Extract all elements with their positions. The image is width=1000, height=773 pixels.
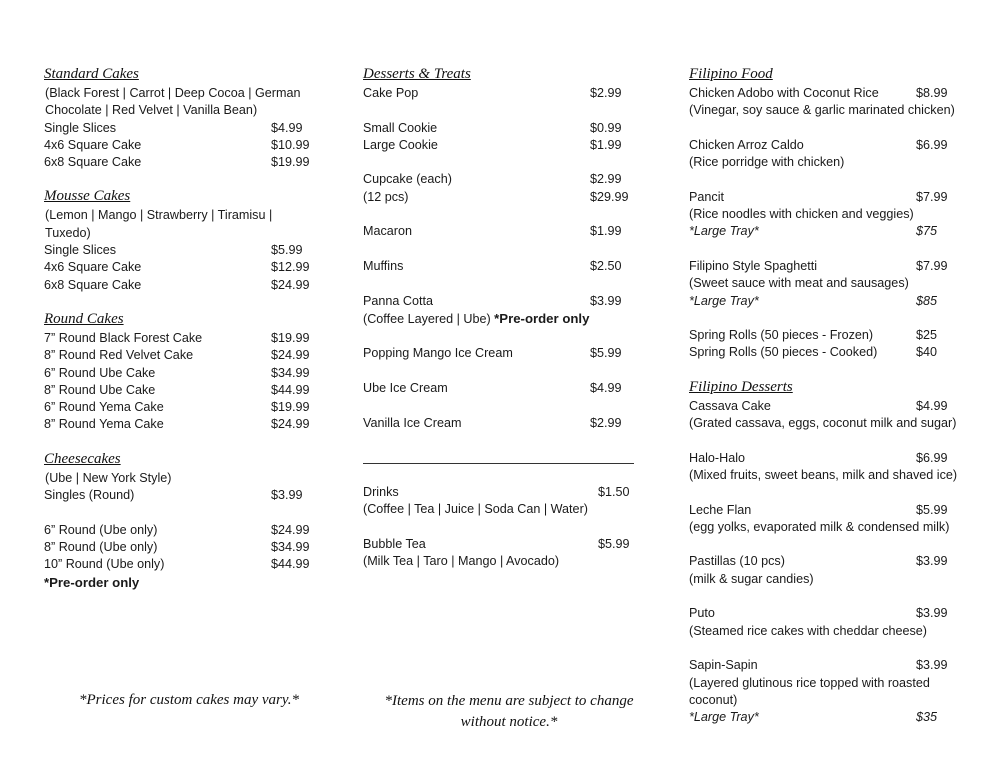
item-name: 6x8 Square Cake — [44, 277, 142, 292]
item-name: Pastillas (10 pcs) — [689, 554, 785, 569]
standard-cakes-flavors: (Black Forest | Carrot | Deep Cocoa | German Chocolate | Red Velvet | Vanilla Bean) — [45, 86, 301, 118]
item-name: Muffins — [363, 258, 404, 273]
item-price: $7.99 — [916, 258, 948, 273]
drinks-options: (Coffee | Tea | Juice | Soda Can | Water) — [363, 502, 588, 517]
item-price: $29.99 — [590, 189, 629, 204]
mousse-cakes-flavors: (Lemon | Mango | Strawberry | Tiramisu | Tuxedo) — [45, 208, 273, 240]
item-description: (Sweet sauce with meat and sausages) — [689, 276, 909, 291]
menu-item — [44, 277, 316, 294]
item-price: $6.99 — [916, 137, 948, 152]
item-name: 6” Round (Ube only) — [44, 522, 158, 537]
item-price: $2.99 — [590, 172, 622, 187]
item-price: $2.99 — [590, 415, 622, 430]
item-price: $35 — [916, 710, 938, 725]
item-price: $1.99 — [590, 224, 622, 239]
menu-item — [44, 365, 316, 382]
menu-item — [689, 344, 954, 361]
item-price: $2.99 — [590, 86, 622, 100]
item-name: Drinks — [363, 485, 399, 499]
item-price: $44.99 — [271, 557, 310, 572]
large-tray-item — [689, 293, 954, 310]
item-price: $24.99 — [271, 277, 310, 292]
item-price: $24.99 — [271, 348, 310, 363]
item-name: 8” Round Ube Cake — [44, 382, 156, 397]
menu-item — [363, 345, 635, 362]
menu-item — [689, 398, 954, 415]
section-title-cheesecakes: Cheesecakes — [44, 450, 121, 467]
item-price: $3.99 — [590, 293, 622, 308]
menu-item — [44, 399, 316, 416]
item-price: $4.99 — [271, 120, 303, 135]
menu-item — [689, 502, 954, 519]
section-title-mousse-cakes: Mousse Cakes — [44, 188, 131, 205]
menu-item — [44, 242, 316, 259]
item-price: $19.99 — [271, 330, 310, 345]
custom-cakes-note: *Prices for custom cakes may vary.* — [79, 692, 299, 708]
item-price: $4.99 — [590, 381, 622, 396]
menu-item — [44, 487, 316, 504]
item-name: 8” Round Red Velvet Cake — [44, 348, 194, 363]
item-description: (egg yolks, evaporated milk & condensed milk) — [689, 519, 950, 534]
column-cakes — [44, 66, 316, 591]
menu-item — [44, 539, 316, 556]
menu-item — [44, 382, 316, 399]
menu-item — [363, 484, 643, 501]
item-name: Popping Mango Ice Cream — [363, 346, 513, 361]
menu-item — [689, 450, 954, 467]
item-name: Halo-Halo — [689, 450, 745, 465]
item-name: Spring Rolls (50 pieces - Cooked) — [689, 345, 878, 360]
preorder-note: *Pre-order only — [44, 574, 140, 590]
item-description: (Steamed rice cakes with cheddar cheese) — [689, 623, 927, 638]
item-name: Single Slices — [44, 120, 117, 135]
item-name: Chicken Arroz Caldo — [689, 137, 804, 152]
menu-change-note: *Items on the menu are subject to change without notice.* — [384, 693, 634, 730]
item-name: Cupcake (each) — [363, 172, 452, 187]
section-title-filipino-food: Filipino Food — [689, 66, 773, 82]
item-name: Vanilla Ice Cream — [363, 415, 462, 430]
item-name: 7” Round Black Forest Cake — [44, 330, 203, 345]
item-price: $75 — [916, 224, 938, 239]
item-name: 4x6 Square Cake — [44, 137, 142, 152]
menu-item — [44, 416, 316, 433]
item-price: $8.99 — [916, 86, 948, 100]
menu-item — [44, 522, 316, 539]
item-name: Single Slices — [44, 243, 117, 258]
menu-item — [363, 189, 635, 206]
item-name: (12 pcs) — [363, 189, 409, 204]
item-price: $3.99 — [271, 488, 303, 503]
item-name: 8” Round (Ube only) — [44, 539, 158, 554]
item-name: 4x6 Square Cake — [44, 260, 142, 275]
menu-item — [44, 556, 316, 573]
item-price: $34.99 — [271, 365, 310, 380]
item-name: Small Cookie — [363, 120, 438, 135]
item-name: Large Cookie — [363, 137, 438, 152]
menu-item — [44, 330, 316, 347]
column-filipino — [689, 66, 958, 726]
item-price: $7.99 — [916, 189, 948, 204]
item-price: $0.99 — [590, 120, 622, 135]
column-desserts — [363, 66, 635, 432]
large-tray-item — [689, 709, 954, 726]
item-name: Filipino Style Spaghetti — [689, 258, 818, 273]
item-name: Ube Ice Cream — [363, 381, 448, 396]
menu-item — [363, 85, 635, 102]
item-description: (Vinegar, soy sauce & garlic marinated chicken) — [689, 103, 955, 118]
menu-item — [363, 536, 643, 553]
item-name: 8” Round Yema Cake — [44, 417, 164, 432]
item-name: Singles (Round) — [44, 488, 135, 503]
menu-item — [363, 171, 635, 188]
item-description: (Rice porridge with chicken) — [689, 155, 845, 170]
menu-item — [689, 605, 954, 622]
item-description: (milk & sugar candies) — [689, 571, 814, 586]
item-price: $24.99 — [271, 522, 310, 537]
item-name: Cassava Cake — [689, 398, 771, 413]
menu-item — [689, 85, 954, 102]
item-price: $25 — [916, 328, 938, 343]
bubble-tea-options: (Milk Tea | Taro | Mango | Avocado) — [363, 554, 560, 569]
item-price: $3.99 — [916, 606, 948, 621]
item-name: 10” Round (Ube only) — [44, 557, 165, 572]
menu-item — [363, 120, 635, 137]
item-price: $3.99 — [916, 554, 948, 569]
section-title-standard-cakes: Standard Cakes — [44, 66, 139, 82]
menu-item — [689, 258, 954, 275]
item-name: 6x8 Square Cake — [44, 155, 142, 170]
item-price: $10.99 — [271, 137, 310, 152]
item-name: Chicken Adobo with Coconut Rice — [689, 86, 879, 100]
menu-item — [44, 259, 316, 276]
item-price: $34.99 — [271, 539, 310, 554]
item-name: Pancit — [689, 189, 725, 204]
menu-item — [363, 293, 635, 310]
section-title-desserts-treats: Desserts & Treats — [363, 66, 471, 82]
menu-item — [689, 189, 954, 206]
item-name: Sapin-Sapin — [689, 658, 758, 673]
menu-item — [363, 137, 635, 154]
item-name: Cake Pop — [363, 86, 419, 100]
item-price: $19.99 — [271, 155, 310, 170]
item-description: (Rice noodles with chicken and veggies) — [689, 207, 914, 222]
item-price: $40 — [916, 345, 938, 360]
item-name: 6” Round Yema Cake — [44, 400, 164, 415]
item-name: *Large Tray* — [689, 710, 759, 725]
item-price: $24.99 — [271, 417, 310, 432]
preorder-note: *Pre-order only — [494, 310, 590, 326]
menu-item — [363, 380, 635, 397]
item-price: $6.99 — [916, 450, 948, 465]
item-price: $85 — [916, 293, 938, 308]
menu-item — [44, 137, 316, 154]
item-description: (Mixed fruits, sweet beans, milk and shaved ice) — [689, 467, 958, 482]
item-name: Puto — [689, 606, 715, 621]
item-price: $1.99 — [590, 137, 622, 152]
menu-item — [689, 327, 954, 344]
menu-item — [44, 154, 316, 171]
item-name: Bubble Tea — [363, 536, 426, 551]
large-tray-item — [689, 223, 954, 240]
item-price: $3.99 — [916, 658, 948, 673]
item-price: $5.99 — [916, 502, 948, 517]
item-description: (Grated cassava, eggs, coconut milk and sugar) — [689, 416, 957, 431]
menu-item — [363, 415, 635, 432]
item-price: $44.99 — [271, 382, 310, 397]
menu-item — [44, 120, 316, 137]
drinks-block — [363, 484, 643, 570]
section-title-filipino-desserts: Filipino Desserts — [689, 378, 793, 395]
item-name: Panna Cotta — [363, 293, 434, 308]
menu-item — [689, 657, 954, 674]
section-divider — [363, 463, 634, 464]
item-name: Macaron — [363, 224, 412, 239]
item-price: $5.99 — [590, 346, 622, 361]
item-name: 6” Round Ube Cake — [44, 365, 156, 380]
item-price: $4.99 — [916, 398, 948, 413]
item-price: $12.99 — [271, 260, 310, 275]
menu-item — [363, 258, 635, 275]
panna-cotta-flavors-line — [363, 310, 635, 328]
menu-item — [363, 223, 635, 240]
menu-item — [689, 553, 954, 570]
cheesecakes-flavors: (Ube | New York Style) — [45, 470, 172, 485]
item-price: $1.50 — [598, 485, 630, 499]
item-description: (Layered glutinous rice topped with roasted coconut) — [689, 675, 930, 707]
item-name: *Large Tray* — [689, 224, 759, 239]
menu-item — [689, 137, 954, 154]
item-name: *Large Tray* — [689, 293, 759, 308]
item-name: Spring Rolls (50 pieces - Frozen) — [689, 328, 874, 343]
item-price: $5.99 — [598, 536, 630, 551]
item-price: $19.99 — [271, 400, 310, 415]
panna-cotta-flavors: (Coffee Layered | Ube) — [363, 311, 491, 326]
section-title-round-cakes: Round Cakes — [44, 310, 124, 327]
item-name: Leche Flan — [689, 502, 752, 517]
item-price: $5.99 — [271, 243, 303, 258]
item-price: $2.50 — [590, 258, 622, 273]
menu-item — [44, 347, 316, 364]
